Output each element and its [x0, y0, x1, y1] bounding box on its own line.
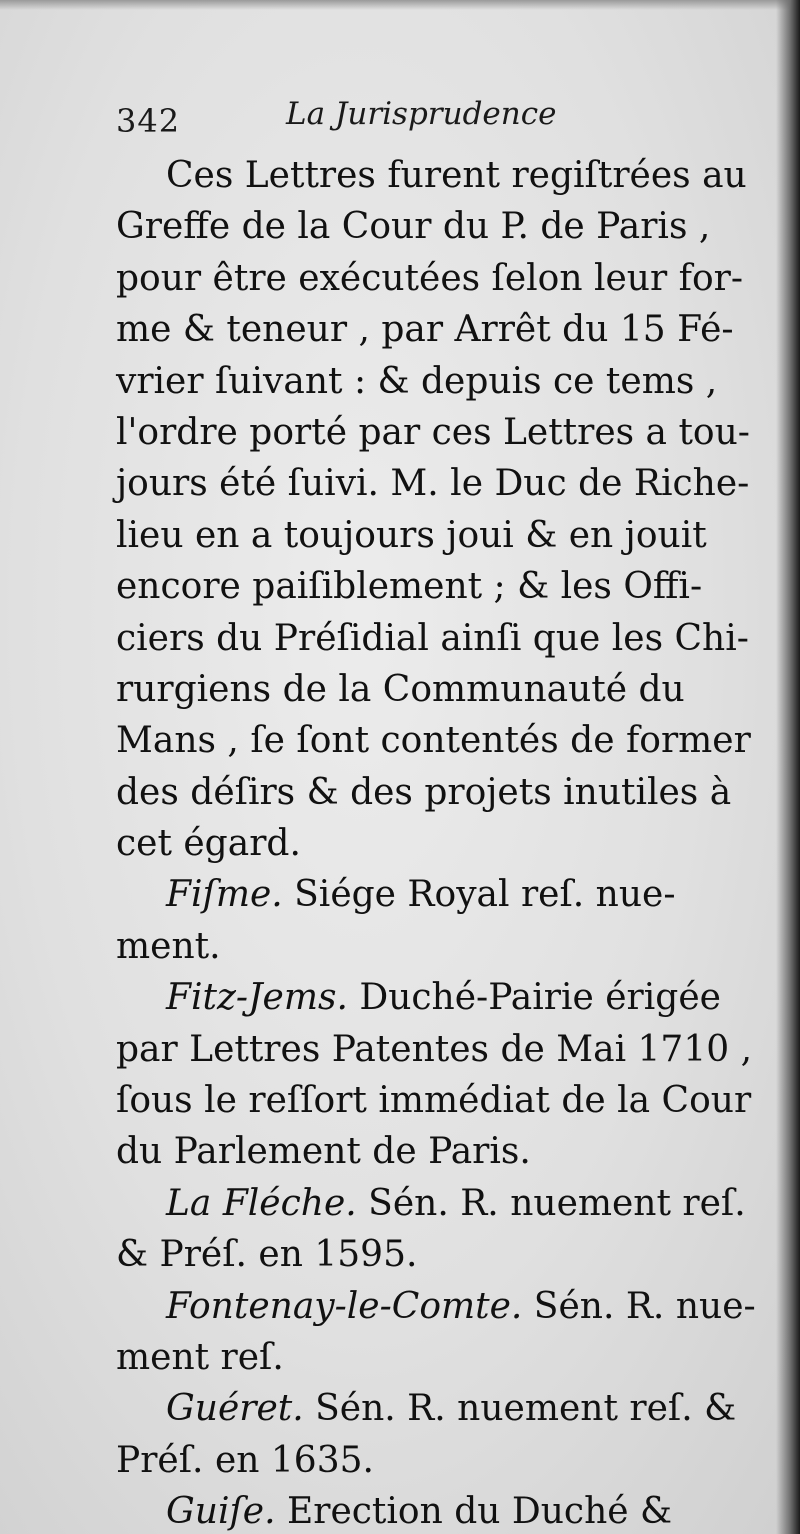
text-line [116, 921, 746, 972]
line-text: me & teneur , par Arrêt du 15 Fé- [116, 309, 734, 351]
line-text: du Parlement de Paris. [116, 1131, 531, 1173]
text-line [116, 1126, 746, 1177]
line-text: cet égard. [116, 823, 301, 865]
line-text: jours été ſuivi. M. le Duc de Riche- [116, 463, 750, 505]
text-line [116, 869, 746, 920]
line-text: pour être exécutées ſelon leur for- [116, 257, 744, 299]
text-line [116, 356, 746, 407]
entry-heading: Guiſe. [166, 1491, 276, 1533]
line-text: Duché-Pairie érigée [347, 977, 721, 1019]
line-text: Siége Royal reſ. nue- [282, 874, 676, 916]
text-line [116, 1229, 746, 1280]
text-line [116, 510, 746, 561]
text-line [116, 1332, 746, 1383]
text-line [116, 407, 750, 458]
text-line [116, 818, 746, 869]
text-line [116, 561, 746, 612]
page-top-shadow [0, 0, 800, 10]
body-text [116, 150, 756, 1534]
entry-heading: Fiſme. [166, 874, 283, 916]
line-text: Sén. R. nue- [522, 1285, 756, 1327]
text-line [116, 304, 746, 355]
text-line [116, 1435, 746, 1486]
page-header [116, 96, 636, 144]
text-line [116, 1486, 746, 1534]
entry-heading: Fontenay-le-Comte. [166, 1285, 523, 1327]
line-text: Erection du Duché & [275, 1491, 673, 1533]
text-line [116, 1281, 756, 1332]
line-text: Sén. R. nuement reſ. [356, 1182, 746, 1224]
line-text: ment. [116, 925, 221, 967]
text-line [116, 150, 746, 201]
line-text: vrier ſuivant : & depuis ce tems , [116, 360, 718, 402]
text-line [116, 1024, 753, 1075]
text-line [116, 1075, 752, 1126]
line-text: encore paiſiblement ; & les Offi- [116, 566, 703, 608]
line-text: l'ordre porté par ces Lettres a tou- [116, 411, 750, 453]
line-text: Préſ. en 1635. [116, 1439, 374, 1481]
line-text: par Lettres Patentes de Mai 1710 , [116, 1028, 753, 1070]
line-text: Greffe de la Cour du P. de Paris , [116, 206, 711, 248]
line-text: ſous le reſſort immédiat de la Cour [116, 1080, 752, 1122]
entry-heading: La Fléche. [166, 1182, 357, 1224]
line-text: rurgiens de la Communauté du [116, 668, 685, 710]
line-text: Sén. R. nuement reſ. & [303, 1388, 737, 1430]
text-line [116, 1178, 746, 1229]
text-line [116, 972, 746, 1023]
running-head: La Jurisprudence [286, 96, 557, 132]
line-text: Ces Lettres furent regiſtrées au [166, 155, 747, 196]
line-text: Mans , ſe ſont contentés de former [116, 720, 751, 762]
text-line [116, 201, 746, 252]
line-text: & Préſ. en 1595. [116, 1234, 418, 1276]
page-number: 342 [116, 102, 181, 140]
text-line [116, 613, 749, 664]
text-line [116, 458, 750, 509]
line-text: lieu en a toujours joui & en jouit [116, 514, 707, 556]
page-edge-shadow [776, 0, 800, 1534]
entry-heading: Guéret. [166, 1388, 304, 1430]
line-text: ciers du Préſidial ainſi que les Chi- [116, 617, 749, 659]
text-line [116, 664, 746, 715]
text-line [116, 767, 746, 818]
entry-heading: Fitz-Jems. [166, 977, 348, 1019]
line-text: ment reſ. [116, 1336, 284, 1378]
line-text: des déſirs & des projets inutiles à [116, 771, 732, 813]
text-line [116, 253, 746, 304]
text-line [116, 715, 751, 766]
text-line [116, 1383, 746, 1434]
